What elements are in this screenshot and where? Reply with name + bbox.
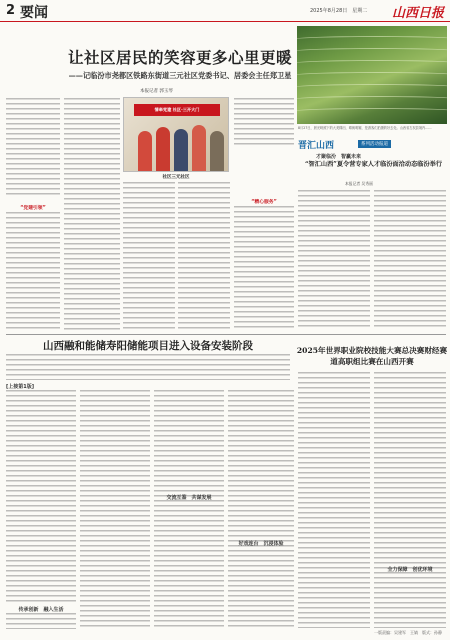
newspaper-masthead: 山西日报 — [392, 6, 445, 21]
section-title: 要闻 — [20, 5, 48, 21]
story3-column-2 — [374, 372, 446, 628]
lead-column-5b — [234, 206, 294, 330]
lead-subhead-1: “党建引领” — [20, 206, 46, 211]
lead-headline: 让社区居民的笑容更多心里更暖 — [67, 48, 292, 67]
lead-column-1 — [6, 98, 60, 198]
terrace-line — [297, 108, 447, 116]
story2-subhead: 传承创新 融入生活 — [18, 607, 64, 613]
photo-person — [192, 125, 206, 171]
lead-column-3 — [123, 182, 175, 330]
terraces-photo — [297, 26, 447, 124]
terrace-line — [297, 96, 447, 104]
section-divider — [6, 334, 446, 335]
series-banner — [298, 138, 448, 150]
middle-subhead-2: 好戏连台 沉浸体验 — [238, 541, 284, 547]
right-subhead: 全力保障 创优环境 — [387, 567, 433, 573]
right-column-1 — [298, 190, 370, 330]
terrace-line — [297, 48, 447, 56]
lead-column-4 — [178, 182, 230, 330]
lead-photo-caption: 社区三元社区 — [162, 175, 190, 180]
photo-person — [156, 127, 170, 171]
terrace-line — [297, 36, 447, 44]
story3-headline: 2025年世界职业院校技能大赛总决赛财经赛道高职组比赛在山西开赛 — [296, 346, 448, 366]
story2-column-1 — [6, 390, 76, 604]
page-number: 2 — [6, 3, 16, 18]
lead-subhead-2: “精心服务” — [251, 200, 277, 205]
story2-column-3 — [154, 390, 224, 628]
lead-photo — [123, 97, 229, 172]
series-logo: 晋汇山西 — [298, 141, 335, 151]
terrace-line — [297, 84, 447, 92]
story2-column-2 — [80, 390, 150, 628]
lead-column-5a — [234, 98, 294, 146]
issue-date: 2025年8月28日 星期二 — [310, 8, 368, 14]
right-column-2 — [374, 190, 446, 330]
middle-subhead-1: 交流互鉴 共谋发展 — [166, 495, 212, 501]
photo-banner-text: 情牵党建 社区·三开大门 — [154, 107, 200, 112]
story2-headline: 山西融和能储寿阳储能项目进入设备安装阶段 — [43, 340, 253, 352]
page-header — [0, 0, 450, 22]
right-kicker: 才聚临汾 智赢未来 — [316, 154, 362, 160]
terraces-caption: 8月27日，晨光映照下的大美梯田，晴朗明媚，是游客们拍摄的好去处。山西省左权县境内…… — [298, 126, 432, 130]
terrace-line — [297, 72, 447, 80]
photo-person — [210, 131, 224, 171]
story3-column-1 — [298, 372, 370, 628]
story2-intro — [6, 354, 290, 380]
lead-column-1b — [6, 212, 60, 330]
photo-person — [174, 129, 188, 171]
story2-continued: [上接第1版] — [6, 384, 35, 390]
lead-subheadline: ——记临汾市尧都区铁路东街道三元社区党委书记、居委会主任郑卫星 — [68, 71, 292, 80]
story2-column-4 — [228, 390, 294, 628]
series-tag: 系列活动报道 — [358, 140, 391, 148]
terrace-line — [297, 60, 447, 68]
page-footer: 一版责编：吴建军 王婧 版式：孙静 — [374, 630, 442, 635]
story2-column-1b — [6, 613, 76, 629]
right-byline: 本报记者 吴秀丽 — [345, 181, 373, 186]
lead-byline: 本报记者 郭玉琴 — [140, 89, 173, 94]
lead-column-2 — [64, 98, 120, 330]
photo-person — [138, 131, 152, 171]
right-headline: “智汇山西”夏令营专家人才临汾面洽动态临汾举行 — [305, 161, 443, 168]
